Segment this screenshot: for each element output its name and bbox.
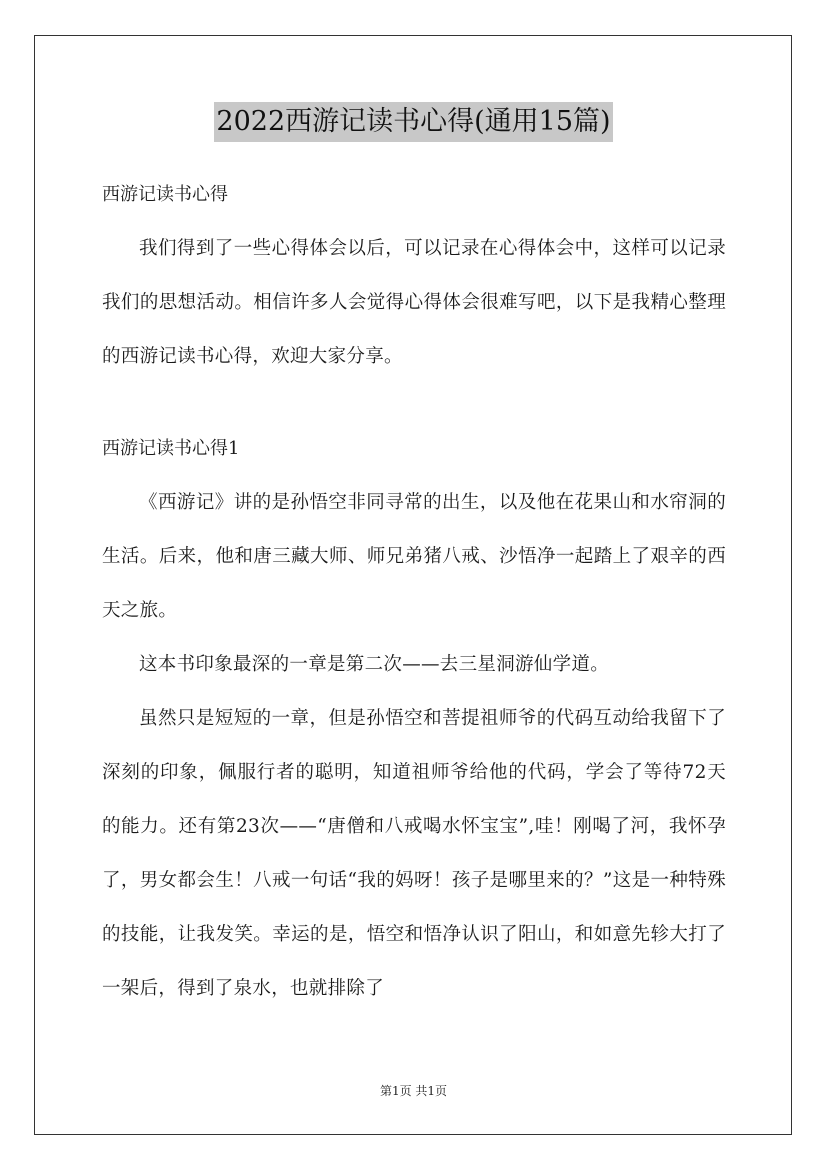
title-container bbox=[0, 102, 827, 142]
section1-paragraph-1: 《西游记》讲的是孙悟空非同寻常的出生，以及他在花果山和水帘洞的生活。后来，他和唐三藏大师、师兄弟猪八戒、沙悟净一起踏上了艰辛的西天之旅。 bbox=[102, 492, 726, 621]
document-body bbox=[102, 168, 726, 1016]
section1-paragraph-3: 虽然只是短短的一章，但是孙悟空和菩提祖师爷的代码互动给我留下了深刻的印象，佩服行者的聪明，知道祖师爷给他的代码，学会了等待72天的能力。还有第23次——“唐僧和八戒喝水怀宝宝”,哇！刚喝了河，我怀孕了，男女都会生！八戒一句话“我的妈呀！孩子是哪里来的？”这是一种特殊的技能，让我发笑。幸运的是，悟空和悟净认识了阳山，和如意先轸大打了一架后，得到了泉水，也就排除了 bbox=[102, 708, 726, 999]
section1-heading: 西游记读书心得1 bbox=[102, 438, 240, 459]
page-footer: 第1页 共1页 bbox=[379, 1084, 448, 1098]
section1-paragraph-2: 这本书印象最深的一章是第二次——去三星洞游仙学道。 bbox=[139, 654, 610, 675]
section-spacer bbox=[102, 384, 726, 422]
document-title: 2022西游记读书心得(通用15篇) bbox=[214, 102, 612, 142]
intro-paragraph: 我们得到了一些心得体会以后，可以记录在心得体会中，这样可以记录我们的思想活动。相信许多人会觉得心得体会很难写吧，以下是我精心整理的西游记读书心得，欢迎大家分享。 bbox=[102, 238, 726, 367]
intro-heading: 西游记读书心得 bbox=[102, 184, 228, 205]
